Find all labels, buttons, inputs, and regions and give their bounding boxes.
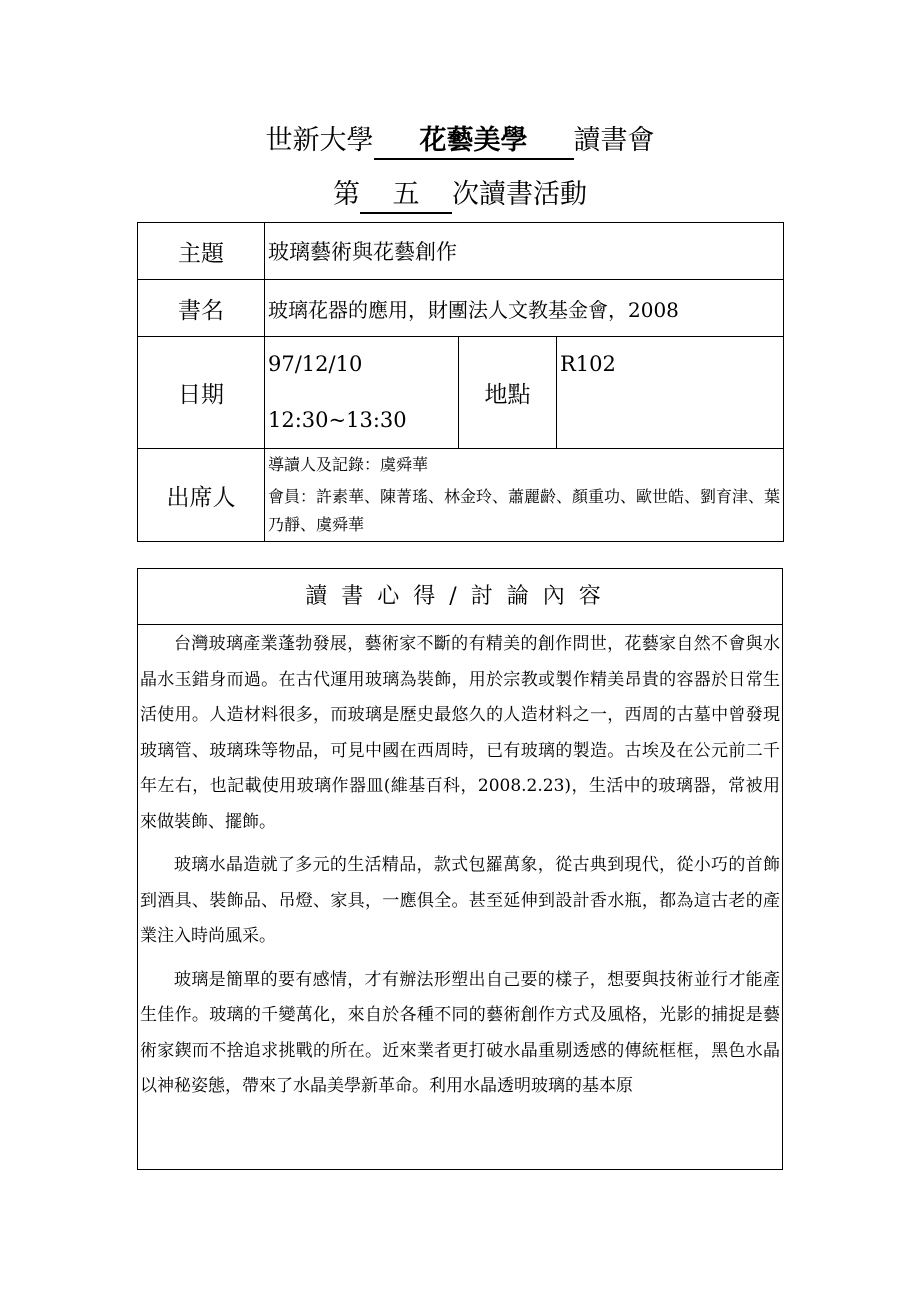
title-prefix: 世新大學 [265, 125, 374, 156]
theme-label: 主題 [138, 223, 265, 280]
date-value: 97/12/10 [268, 352, 363, 376]
place-label: 地點 [459, 337, 557, 449]
title-suffix: 讀書會 [573, 125, 655, 156]
date-row [138, 337, 784, 449]
book-value: 玻璃花器的應用，財團法人文教基金會，2008 [265, 280, 784, 337]
session-title [0, 172, 920, 214]
session-prefix: 第 [333, 179, 360, 210]
discussion-box [137, 568, 783, 1170]
theme-value: 玻璃藝術與花藝創作 [265, 223, 784, 280]
attendee-cell [265, 449, 784, 542]
paragraph-2: 玻璃水晶造就了多元的生活精品，款式包羅萬象，從古典到現代，從小巧的首飾到酒具、裝飾品、吊燈、家具，一應俱全。甚至延伸到設計香水瓶，都為這古老的產業注入時尚風采。 [140, 855, 780, 946]
attendee-label: 出席人 [138, 449, 265, 542]
paragraph-3: 玻璃是簡單的要有感情，才有辦法形塑出自己要的樣子，想要與技術並行才能產生佳作。玻璃的千變萬化，來自於各種不同的藝術創作方式及風格，光影的捕捉是藝術家鍥而不捨追求挑戰的所在。近來業者更打破水晶重剔透感的傳統框框，黑色水晶以神秘姿態，帶來了水晶美學新革命。利用水晶透明玻璃的基本原 [140, 969, 780, 1096]
date-cell [265, 337, 459, 449]
book-label: 書名 [138, 280, 265, 337]
time-value: 12:30~13:30 [268, 408, 407, 432]
members-line: 會員：許素華、陳菁瑤、林金玲、蕭麗齡、顏重功、歐世皓、劉育津、葉乃靜、虞舜華 [268, 487, 781, 534]
page-title [0, 118, 920, 160]
attendee-row [138, 449, 784, 542]
paragraph-1: 台灣玻璃產業蓬勃發展，藝術家不斷的有精美的創作問世，花藝家自然不會與水晶水玉錯身而過。在古代運用玻璃為裝飾，用於宗教或製作精美昂貴的容器於日常生活使用。人造材料很多，而玻璃是歷史最悠久的人造材料之一，西周的古墓中曾發現玻璃管、玻璃珠等物品，可見中國在西周時，已有玻璃的製造。古埃及在公元前二千年左右，也記載使用玻璃作器皿(維基百科，2008.2.23)，生活中的玻璃器，常被用來做裝飾、擺飾。 [140, 634, 780, 832]
session-number: 五 [360, 178, 452, 214]
topic-underlined: 花藝美學 [374, 124, 574, 160]
date-label: 日期 [138, 337, 265, 449]
place-cell [557, 337, 784, 449]
info-table [137, 222, 784, 542]
place-value: R102 [560, 352, 616, 376]
leader-line: 導讀人及記錄：虞舜華 [268, 455, 429, 474]
theme-row [138, 223, 784, 280]
discussion-heading: 讀書心得/討論內容 [138, 569, 782, 625]
book-row [138, 280, 784, 337]
session-suffix: 次讀書活動 [452, 179, 587, 210]
